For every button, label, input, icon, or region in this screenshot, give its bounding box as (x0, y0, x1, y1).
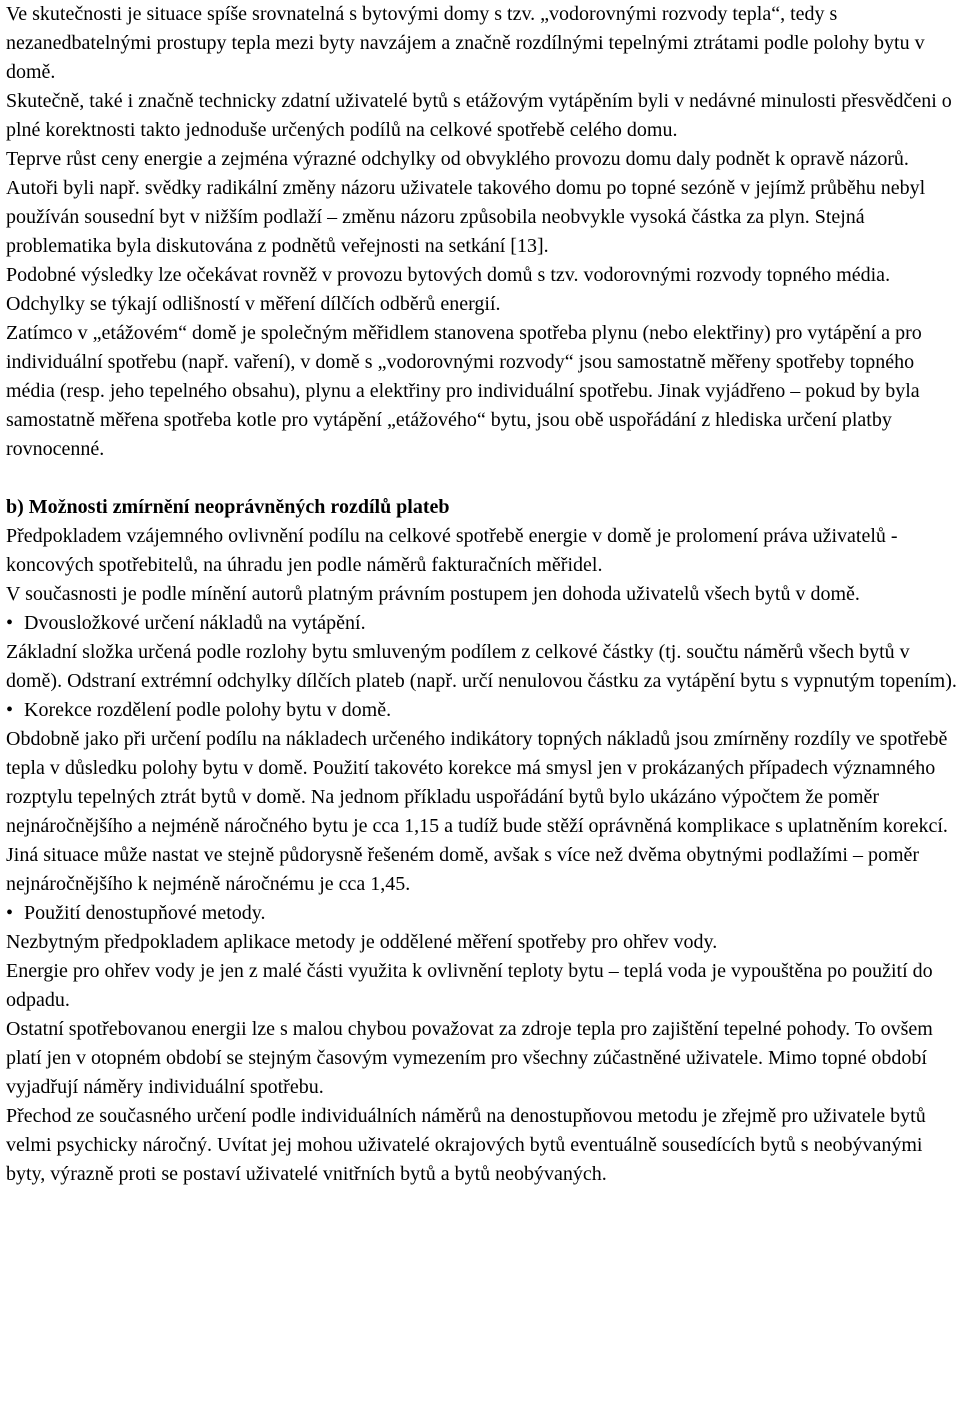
paragraph: Ostatní spotřebovanou energii lze s malou chybou považovat za zdroje tepla pro zajištění tepelné pohody. To ovšem platí jen v otopném období se stejným časovým vymezením pro všechny zúčastněné uživatele. Mimo topné období vyjadřují náměry individuální spotřebu. (6, 1018, 933, 1098)
bullet-item (6, 609, 958, 638)
bullet-item (6, 899, 958, 928)
bullet-title: Korekce rozdělení podle polohy bytu v domě. (24, 699, 392, 721)
section-heading: b) Možnosti zmírnění neoprávněných rozdílů plateb (6, 496, 450, 518)
paragraph: Obdobně jako při určení podílu na nákladech určeného indikátory topných nákladů jsou zmírněny rozdíly ve spotřebě tepla v důsledku polohy bytu v domě. Použití takovéto korekce má smysl jen v prokázaných případech významného rozptylu tepelných ztrát bytů v domě. Na jednom příkladu uspořádání bytů bylo ukázáno výpočtem že poměr nejnáročnějšího a nejméně náročného bytu je cca 1,15 a tudíž bude stěží oprávněná komplikace s uplatněním korekcí. Jiná situace může nastat ve stejně půdorysně řešeném domě, avšak s více než dvěma obytnými podlažími – poměr nejnáročnějšího k nejméně náročnému je cca 1,45. (6, 728, 948, 895)
bullet-icon: • (6, 902, 14, 924)
paragraph: Přechod ze současného určení podle individuálních náměrů na denostupňovou metodu je zřejmě pro uživatele bytů velmi psychicky náročný. Uvítat jej mohou uživatelé okrajových bytů eventuálně sousedících bytů s neobývanými byty, výrazně proti se postaví uživatelé vnitřních bytů a bytů neobývaných. (6, 1105, 926, 1185)
bullet-item (6, 696, 958, 725)
paragraph: Základní složka určená podle rozlohy bytu smluveným podílem z celkové částky (tj. součtu náměrů všech bytů v domě). Odstraní extrémní odchylky dílčích plateb (např. určí nenulovou částku za vytápění bytu s vypnutým topením). (6, 641, 957, 692)
bullet-icon: • (6, 612, 14, 634)
bullet-title: Použití denostupňové metody. (24, 902, 266, 924)
paragraph: Podobné výsledky lze očekávat rovněž v provozu bytových domů s tzv. vodorovnými rozvody topného média. Odchylky se týkají odlišností v měření dílčích odběrů energií. (6, 264, 891, 315)
paragraph: Nezbytným předpokladem aplikace metody je oddělené měření spotřeby pro ohřev vody. (6, 931, 718, 953)
paragraph: Skutečně, také i značně technicky zdatní uživatelé bytů s etážovým vytápěním byli v nedávné minulosti přesvědčeni o plné korektnosti takto jednoduše určených podílů na celkové spotřebě celého domu. (6, 90, 952, 141)
paragraph: Energie pro ohřev vody je jen z malé části využita k ovlivnění teploty bytu – teplá voda je vypouštěna po použití do odpadu. (6, 960, 933, 1011)
paragraph: Předpokladem vzájemného ovlivnění podílu na celkové spotřebě energie v domě je prolomení práva uživatelů - koncových spotřebitelů, na úhradu jen podle náměrů fakturačních měřidel. (6, 525, 898, 576)
paragraph: Teprve růst ceny energie a zejména výrazné odchylky od obvyklého provozu domu daly podnět k opravě názorů. Autoři byli např. svědky radikální změny názoru uživatele takového domu po topné sezóně v jejímž průběhu nebyl používán sousední byt v nižším podlaží – změnu názoru způsobila neobvykle vysoká částka za plyn. Stejná problematika byla diskutována z podnětů veřejnosti na setkání [13]. (6, 148, 926, 257)
paragraph: Ve skutečnosti je situace spíše srovnatelná s bytovými domy s tzv. „vodorovnými rozvody tepla“, tedy s nezanedbatelnými prostupy tepla mezi byty navzájem a značně rozdílnými tepelnými ztrátami podle polohy bytu v domě. (6, 3, 925, 83)
bullet-icon: • (6, 699, 14, 721)
paragraph: Zatímco v „etážovém“ domě je společným měřidlem stanovena spotřeba plynu (nebo elektřiny) pro vytápění a pro individuální spotřebu (např. vaření), v domě s „vodorovnými rozvody“ jsou samostatně měřeny spotřeby topného média (resp. jeho tepelného obsahu), plynu a elektřiny pro individuální spotřebu. Jinak vyjádřeno – pokud by byla samostatně měřena spotřeba kotle pro vytápění „etážového“ bytu, jsou obě uspořádání z hlediska určení platby rovnocenné. (6, 322, 922, 460)
paragraph: V současnosti je podle mínění autorů platným právním postupem jen dohoda uživatelů všech bytů v domě. (6, 583, 860, 605)
bullet-title: Dvousložkové určení nákladů na vytápění. (24, 612, 366, 634)
